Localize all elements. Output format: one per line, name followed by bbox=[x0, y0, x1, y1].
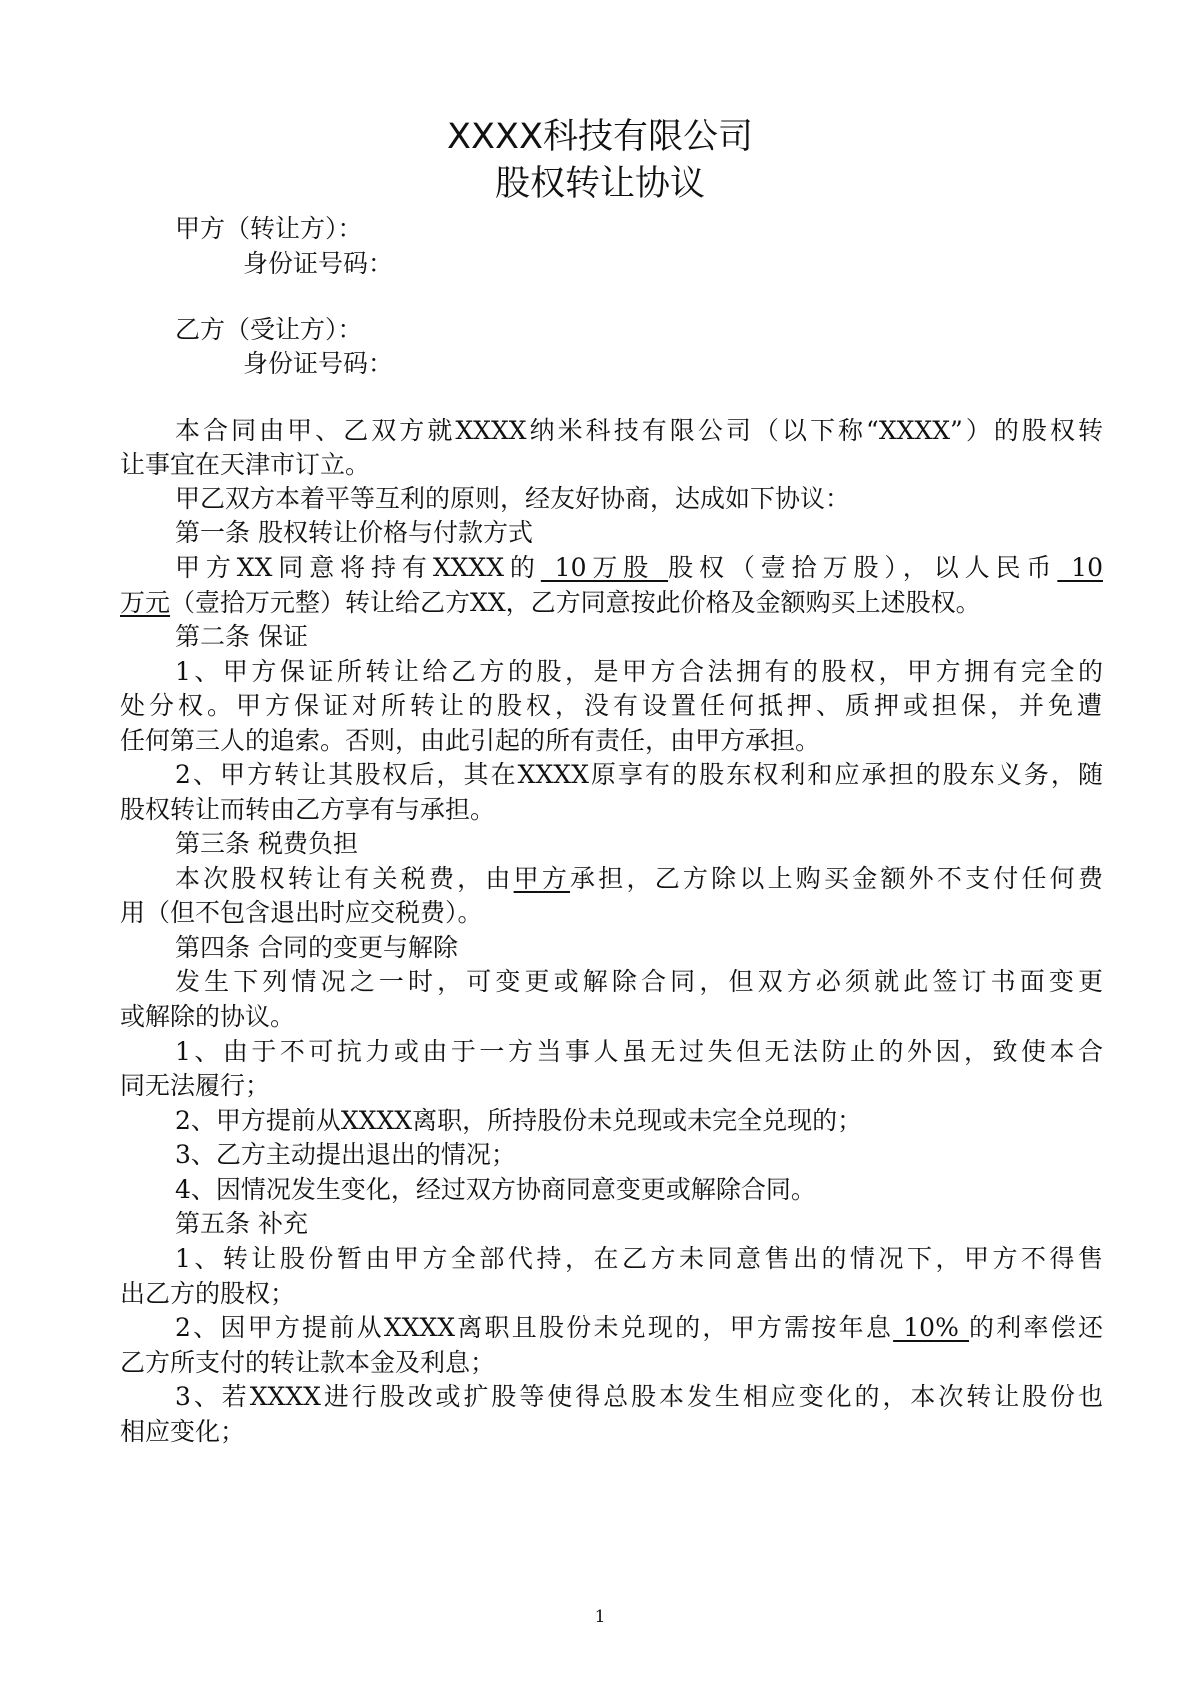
article-3-text-a: 本次股权转让有关税费，由 bbox=[175, 864, 514, 893]
article-3-heading: 第三条 税费负担 bbox=[175, 829, 358, 858]
page-number: 1 bbox=[594, 1607, 606, 1627]
article-5-item-2-text-a: 2、因甲方提前从XXXX离职且股份未兑现的，甲方需按年息 bbox=[175, 1313, 894, 1342]
interest-rate-underlined: 10% bbox=[893, 1313, 970, 1342]
share-amount-underlined: 10万股 bbox=[540, 553, 669, 582]
intro-line-2: 让事宜在天津市订立。 bbox=[120, 450, 371, 479]
article-1-text-c: （壹拾万元整）转让给乙方XX，乙方同意按此价格及金额购买上述股权。 bbox=[170, 588, 981, 617]
article-4-heading: 第四条 合同的变更与解除 bbox=[175, 933, 458, 962]
article-5-item-1-line-2: 出乙方的股权； bbox=[120, 1279, 296, 1308]
article-2-p1-line-2: 处分权。甲方保证对所转让的股权，没有设置任何抵押、质押或担保，并免遭 bbox=[120, 691, 1102, 720]
party-b-id-label: 身份证号码： bbox=[243, 349, 394, 378]
principle-line: 甲乙双方本着平等互利的原则，经友好协商，达成如下协议： bbox=[175, 484, 851, 513]
intro-line-1: 本合同由甲、乙双方就XXXX纳米科技有限公司（以下称“XXXX”）的股权转 bbox=[175, 416, 1103, 445]
party-a-id-label: 身份证号码： bbox=[243, 249, 394, 278]
article-1-text-a: 甲方XX同意将持有XXXX的 bbox=[175, 553, 541, 582]
party-b-label: 乙方（受让方）： bbox=[175, 315, 363, 344]
document-title-agreement: 股权转让协议 bbox=[494, 164, 705, 204]
article-5-heading: 第五条 补充 bbox=[175, 1209, 308, 1238]
article-4-item-1-line-2: 同无法履行； bbox=[120, 1071, 271, 1100]
article-4-item-3: 3、乙方主动提出退出的情况； bbox=[175, 1140, 516, 1169]
article-4-intro-line-1: 发生下列情况之一时，可变更或解除合同，但双方必须就此签订书面变更 bbox=[175, 967, 1103, 996]
article-5-item-3-line-2: 相应变化； bbox=[120, 1417, 246, 1446]
article-2-p2-line-1: 2、甲方转让其股权后，其在XXXX原享有的股东权利和应承担的股东义务，随 bbox=[175, 760, 1103, 789]
article-3-text-b: 承担，乙方除以上购买金额外不支付任何费 bbox=[570, 864, 1103, 893]
document-title-company: XXXX科技有限公司 bbox=[447, 117, 753, 157]
article-1-line-1 bbox=[175, 551, 1103, 585]
article-4-item-4: 4、因情况发生变化，经过双方协商同意变更或解除合同。 bbox=[175, 1175, 816, 1204]
article-4-item-2: 2、甲方提前从XXXX离职，所持股份未兑现或未完全兑现的； bbox=[175, 1106, 863, 1135]
price-amount-underlined: 10 bbox=[1057, 553, 1103, 582]
article-3-line-1 bbox=[175, 862, 1103, 896]
article-3-line-2: 用（但不包含退出时应交税费）。 bbox=[120, 898, 483, 927]
party-a-label: 甲方（转让方）： bbox=[175, 214, 363, 243]
article-1-heading: 第一条 股权转让价格与付款方式 bbox=[175, 518, 533, 547]
tax-bearer-underlined: 甲方 bbox=[513, 864, 571, 893]
article-2-p2-line-2: 股权转让而转由乙方享有与承担。 bbox=[120, 795, 496, 824]
article-1-line-2 bbox=[120, 586, 981, 620]
price-unit-underlined: 万元 bbox=[120, 588, 171, 617]
article-2-p1-line-3: 任何第三人的追索。否则，由此引起的所有责任，由甲方承担。 bbox=[120, 726, 821, 755]
article-5-item-2-line-1 bbox=[175, 1311, 1103, 1345]
article-2-heading: 第二条 保证 bbox=[175, 622, 308, 651]
article-4-item-1-line-1: 1、由于不可抗力或由于一方当事人虽无过失但无法防止的外因，致使本合 bbox=[175, 1037, 1103, 1066]
article-4-intro-line-2: 或解除的协议。 bbox=[120, 1002, 296, 1031]
article-5-item-3-line-1: 3、若XXXX进行股改或扩股等使得总股本发生相应变化的，本次转让股份也 bbox=[175, 1382, 1103, 1411]
article-5-item-2-line-2: 乙方所支付的转让款本金及利息； bbox=[120, 1348, 496, 1377]
article-2-p1-line-1: 1、甲方保证所转让给乙方的股，是甲方合法拥有的股权，甲方拥有完全的 bbox=[175, 657, 1103, 686]
article-5-item-2-text-b: 的利率偿还 bbox=[969, 1313, 1103, 1342]
article-5-item-1-line-1: 1、转让股份暂由甲方全部代持，在乙方未同意售出的情况下，甲方不得售 bbox=[175, 1244, 1103, 1273]
article-1-text-b: 股权（壹拾万股），以人民币 bbox=[668, 553, 1058, 582]
